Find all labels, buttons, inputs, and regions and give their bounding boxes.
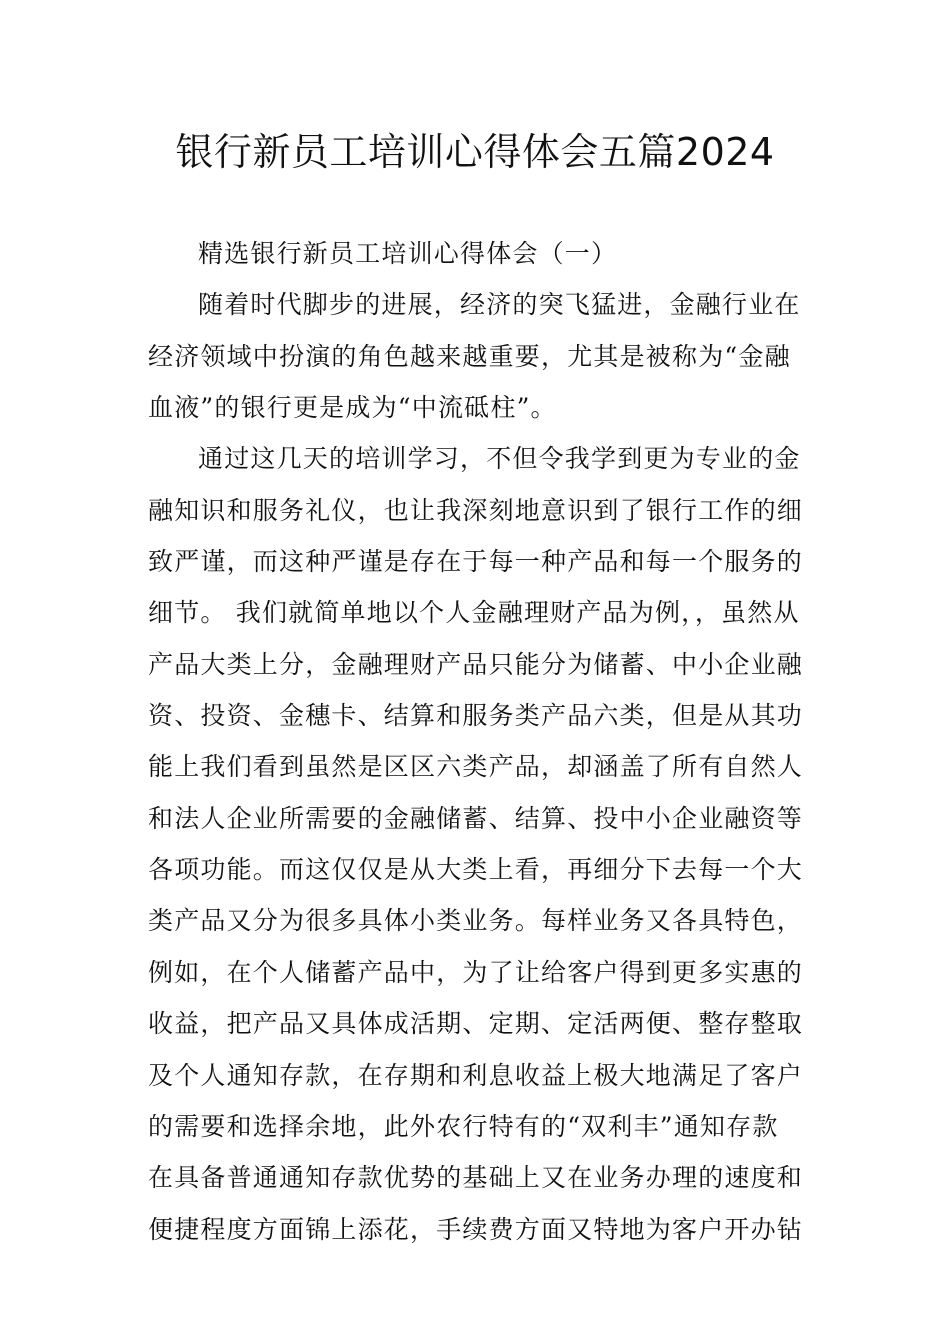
paragraph-line: 和法人企业所需要的金融储蓄、结算、投中小企业融资等 xyxy=(148,803,804,833)
section-heading: 精选银行新员工培训心得体会（一） xyxy=(198,239,618,268)
paragraph-line: 能上我们看到虽然是区区六类产品，却涵盖了所有自然人 xyxy=(148,752,804,782)
paragraph-line: 通过这几天的培训学习，不但令我学到更为专业的金 xyxy=(198,444,801,474)
paragraph-line: 融知识和服务礼仪，也让我深刻地意识到了银行工作的细 xyxy=(148,495,804,525)
paragraph-line: 收益，把产品又具体成活期、定期、定活两便、整存整取 xyxy=(148,1009,804,1039)
paragraph-line: 产品大类上分，金融理财产品只能分为储蓄、中小企业融 xyxy=(148,649,804,679)
paragraph-line: 细节。 我们就简单地以个人金融理财产品为例，，虽然从 xyxy=(148,598,800,628)
paragraph-line: 血液”的银行更是成为“中流砥柱”。 xyxy=(148,393,557,423)
paragraph-line: 类产品又分为很多具体小类业务。每样业务又各具特色， xyxy=(148,906,804,936)
paragraph-line: 在具备普通通知存款优势的基础上又在业务办理的速度和 xyxy=(148,1163,804,1193)
document-title: 银行新员工培训心得体会五篇2024 xyxy=(175,130,775,174)
paragraph-line: 资、投资、金穗卡、结算和服务类产品六类，但是从其功 xyxy=(148,701,804,731)
paragraph-line: 随着时代脚步的进展，经济的突飞猛进，金融行业在 xyxy=(198,290,801,320)
paragraph-line: 便捷程度方面锦上添花，手续费方面又特地为客户开办钻 xyxy=(148,1214,804,1244)
paragraph-line: 致严谨，而这种严谨是存在于每一种产品和每一个服务的 xyxy=(148,547,804,577)
paragraph-line: 的需要和选择余地，此外农行特有的“双利丰”通知存款 xyxy=(148,1111,779,1141)
document-body xyxy=(148,228,808,1255)
paragraph-line: 例如，在个人储蓄产品中，为了让给客户得到更多实惠的 xyxy=(148,957,804,987)
paragraph-line: 及个人通知存款，在存期和利息收益上极大地满足了客户 xyxy=(148,1060,804,1090)
paragraph-line: 各项功能。而这仅仅是从大类上看，再细分下去每一个大 xyxy=(148,855,804,885)
paragraph-line: 经济领域中扮演的角色越来越重要，尤其是被称为“金融 xyxy=(148,341,791,371)
